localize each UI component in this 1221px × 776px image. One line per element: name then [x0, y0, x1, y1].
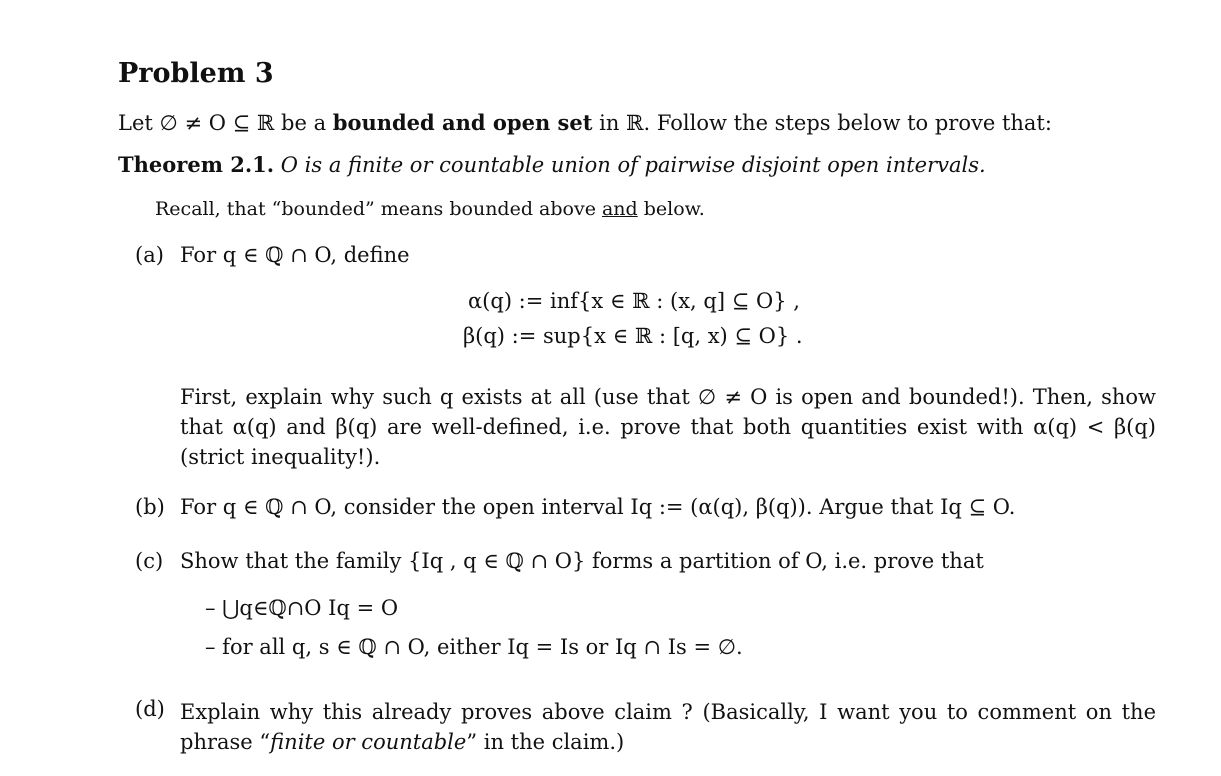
part-a-label: (a)	[135, 243, 164, 267]
recall-note	[155, 198, 705, 220]
part-b-text: For q ∈ ℚ ∩ O, consider the open interval Iq := (α(q), β(q)). Argue that Iq ⊆ O.	[180, 495, 1016, 519]
recall-post: below.	[637, 198, 705, 220]
theorem	[118, 152, 986, 177]
part-d-pre: Explain why this already proves above claim ? (Basically, I want you to comment on the phrase “	[180, 700, 1156, 754]
part-d-post: ” in the claim.)	[466, 730, 625, 754]
part-a-text: For q ∈ ℚ ∩ O, define	[180, 243, 410, 267]
theorem-label: Theorem 2.1.	[118, 152, 275, 177]
part-b-label: (b)	[135, 495, 165, 519]
part-a-explanation: First, explain why such q exists at all (use that ∅ ≠ O is open and bounded!). Then, show that α(q) and β(q) are well-defined, i.e. prove that both quantities exist with α(q) < β(q) (strict inequality!).	[180, 385, 1156, 469]
recall-underlined: and	[601, 198, 638, 220]
part-d-text	[180, 697, 1156, 757]
recall-pre: Recall, that “bounded” means bounded above	[155, 198, 602, 220]
theorem-text: O is a finite or countable union of pairwise disjoint open intervals.	[280, 153, 986, 177]
part-d-label: (d)	[135, 697, 165, 721]
part-c-label: (c)	[135, 549, 164, 573]
intro-bold: bounded and open set	[332, 110, 593, 135]
beta-definition: β(q) := sup{x ∈ ℝ : [q, x) ⊆ O} .	[463, 324, 803, 348]
part-d-italic: finite or countable	[270, 730, 467, 754]
alpha-definition: α(q) := inf{x ∈ ℝ : (x, q] ⊆ O} ,	[468, 289, 800, 313]
part-c-bullet-union: – ⋃q∈ℚ∩O Iq = O	[205, 596, 399, 620]
intro-pre: Let ∅ ≠ O ⊆ ℝ be a	[118, 111, 333, 135]
intro-post: in ℝ. Follow the steps below to prove that:	[592, 111, 1052, 135]
part-c-text: Show that the family {Iq , q ∈ ℚ ∩ O} forms a partition of O, i.e. prove that	[180, 549, 984, 573]
problem-title: Problem 3	[118, 58, 274, 89]
intro-sentence	[118, 110, 1052, 135]
part-c-bullet-disjoint: – for all q, s ∈ ℚ ∩ O, either Iq = Is or Iq ∩ Is = ∅.	[205, 635, 743, 659]
